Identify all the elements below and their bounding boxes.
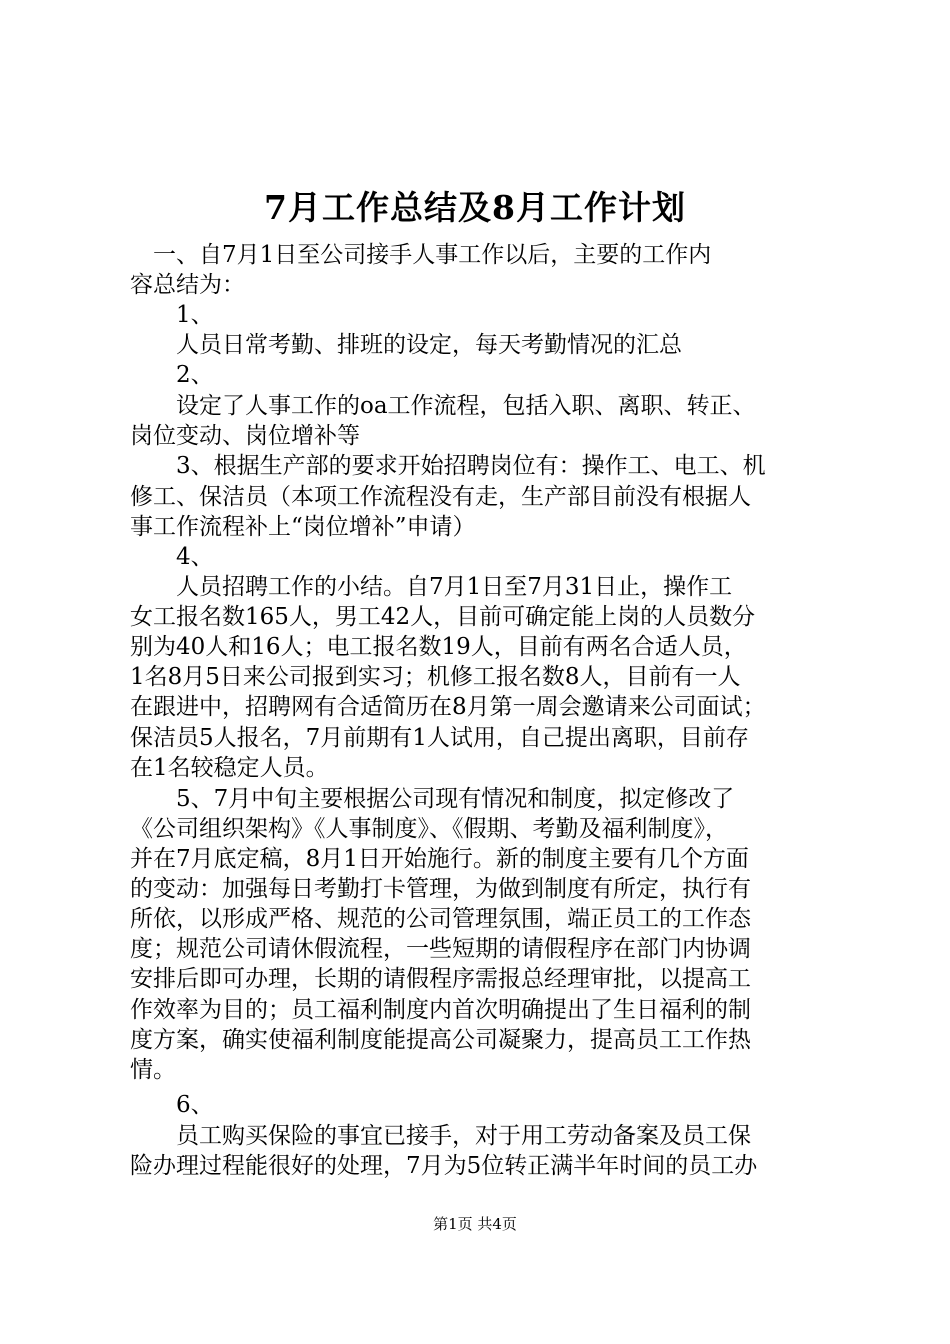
body-line: 在1名较稳定人员。 — [130, 755, 329, 781]
body-line: 安排后即可办理，长期的请假程序需报总经理审批，以提高工 — [130, 966, 751, 992]
body-line: 保洁员5人报名，7月前期有1人试用，自己提出离职，目前存 — [130, 725, 749, 751]
body-line: 人员招聘工作的小结。自7月1日至7月31日止，操作工 — [130, 574, 733, 600]
body-line: 作效率为目的；员工福利制度内首次明确提出了生日福利的制 — [130, 997, 751, 1023]
body-line: 度方案，确实使福利制度能提高公司凝聚力，提高员工工作热 — [130, 1027, 751, 1053]
body-line: 并在7月底定稿，8月1日开始施行。新的制度主要有几个方面 — [130, 846, 749, 872]
body-line: 一、自7月1日至公司接手人事工作以后，主要的工作内 — [130, 242, 712, 268]
body-line: 度；规范公司请休假流程，一些短期的请假程序在部门内协调 — [130, 936, 751, 962]
document-title: 7月工作总结及8月工作计划 — [264, 188, 686, 227]
body-line: 3、根据生产部的要求开始招聘岗位有：操作工、电工、机 — [130, 453, 766, 479]
body-line: 2、 — [130, 362, 214, 388]
body-line: 容总结为： — [130, 272, 245, 298]
body-line: 情。 — [130, 1057, 176, 1083]
body-line: 人员日常考勤、排班的设定，每天考勤情况的汇总 — [130, 332, 682, 358]
page-footer: 第1页 共4页 — [433, 1215, 517, 1233]
body-line: 《公司组织架构》《人事制度》、《假期、考勤及福利制度》， — [130, 816, 728, 842]
body-line: 修工、保洁员（本项工作流程没有走，生产部目前没有根据人 — [130, 484, 751, 510]
body-line: 别为40人和16人；电工报名数19人，目前有两名合适人员， — [130, 634, 747, 660]
body-line: 员工购买保险的事宜已接手，对于用工劳动备案及员工保 — [130, 1123, 751, 1149]
body-line: 6、 — [130, 1092, 214, 1118]
body-line: 5、7月中旬主要根据公司现有情况和制度，拟定修改了 — [130, 786, 735, 812]
body-line: 事工作流程补上“岗位增补”申请） — [130, 514, 476, 540]
body-line: 在跟进中，招聘网有合适简历在8月第一周会邀请来公司面试； — [130, 694, 766, 720]
body-line: 险办理过程能很好的处理，7月为5位转正满半年时间的员工办 — [130, 1153, 758, 1179]
body-line: 的变动：加强每日考勤打卡管理，为做到制度有所定，执行有 — [130, 876, 751, 902]
body-line: 女工报名数165人，男工42人，目前可确定能上岗的人员数分 — [130, 604, 756, 630]
body-line: 1名8月5日来公司报到实习；机修工报名数8人，目前有一人 — [130, 664, 741, 690]
body-line: 4、 — [130, 544, 214, 570]
body-line: 设定了人事工作的oa工作流程，包括入职、离职、转正、 — [130, 393, 756, 419]
body-line: 1、 — [130, 302, 214, 328]
body-line: 所依，以形成严格、规范的公司管理氛围，端正员工的工作态 — [130, 906, 751, 932]
body-line: 岗位变动、岗位增补等 — [130, 423, 360, 449]
